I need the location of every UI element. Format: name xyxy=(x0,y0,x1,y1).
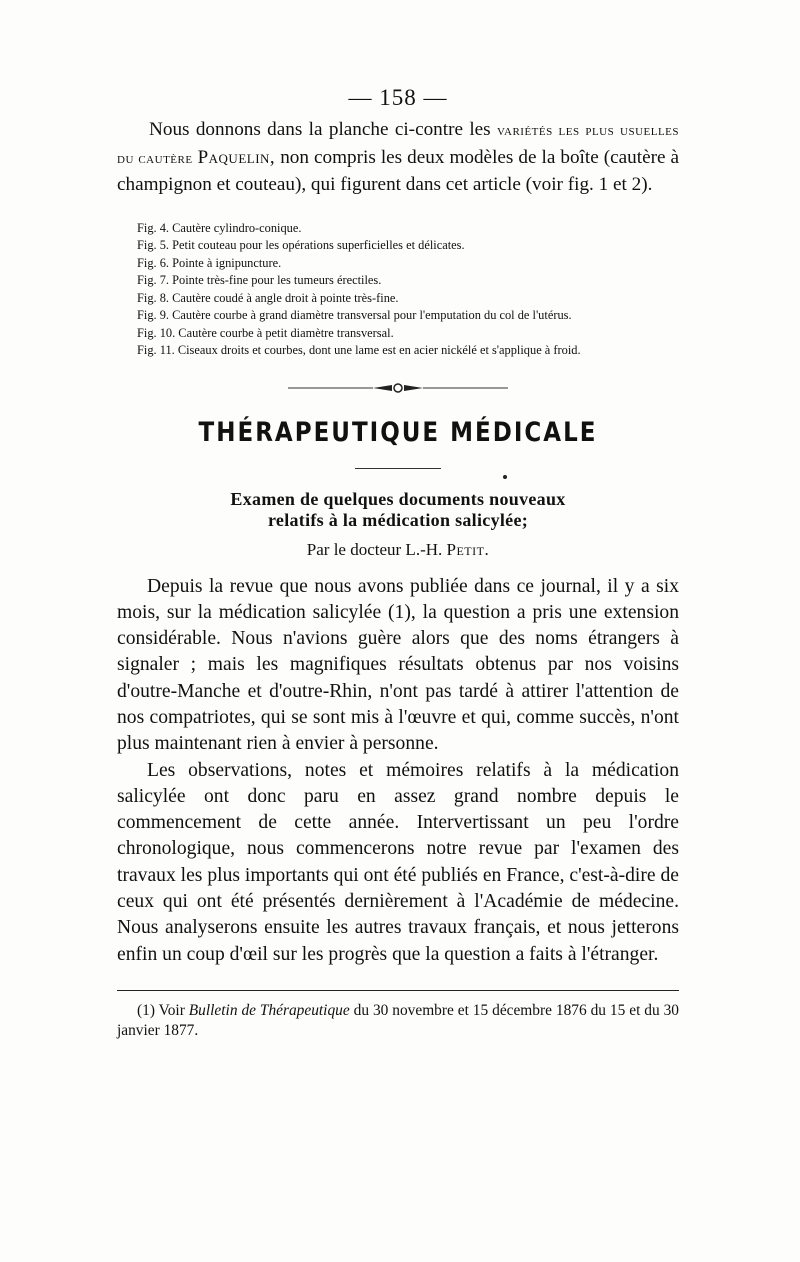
figure-item: Fig. 4. Cautère cylindro-conique. xyxy=(137,220,302,235)
figure-item: Fig. 7. Pointe très-fine pour les tumeurs érectiles. xyxy=(137,273,382,287)
intro-small-caps: variétés les plus usuelles du cautère xyxy=(117,123,680,167)
body-paragraph: Depuis la revue que nous avons publiée dans ce journal, il y a six mois, sur la médication salicylée (1), la question a pris une extension considérable. Nous n'avions guère alors que des noms étrangers à signaler ; mais les magnifiques résultats obtenus par nos voisins d'outre-Manche et d'outre-Rhin, n'ont pas tardé à attirer l'attention de nos compatriotes, qui se sont mis à l'œuvre et qui, comme succès, n'ont plus maintenant rien à envier à personne. xyxy=(117,575,679,755)
footnote-rest: du 30 novembre et 15 décembre 1876 du 15 et du 30 janvier 1877. xyxy=(117,1001,679,1039)
article-body xyxy=(117,574,679,968)
footnote-lead: (1) Voir xyxy=(137,1001,185,1019)
ornament-divider xyxy=(268,382,528,394)
figure-item: Fig. 10. Cautère courbe à petit diamètre transversal. xyxy=(137,325,394,340)
body-paragraph: Les observations, notes et mémoires relatifs à la médication salicylée ont donc paru en assez grand nombre depuis le commencement de cette année. Intervertissant un peu l'ordre chronologique, nous commencerons notre revue par l'examen des travaux les plus importants qui ont été publiés en France, c'est-à-dire de ceux qui ont été présentés dernièrement à l'Académie de médecine. Nous analyserons ensuite les autres travaux français, et nous jetterons enfin un coup d'œil sur les progrès que la question a faits à l'étranger. xyxy=(117,759,679,965)
title-rule xyxy=(355,468,441,469)
section-title: THÉRAPEUTIQUE MÉDICALE xyxy=(198,417,598,448)
article-title xyxy=(117,489,679,531)
article-title-line-1: Examen de quelques documents nouveaux xyxy=(230,488,566,509)
figure-list xyxy=(117,220,679,360)
intro-paragraph xyxy=(117,117,679,198)
byline-prefix: Par le docteur L.-H. xyxy=(306,539,443,559)
byline xyxy=(117,540,679,560)
figure-item: Fig. 8. Cautère coudé à angle droit à pointe très-fine. xyxy=(137,290,399,305)
intro-rest: non compris les deux modèles de la boîte (cautère à champignon et couteau), qui figurent dans cet article (voir fig. 1 et 2). xyxy=(117,146,680,195)
article-title-line-2: relatifs à la médication salicylée; xyxy=(267,509,529,530)
footnote xyxy=(117,1001,679,1041)
byline-author: Petit. xyxy=(446,539,490,559)
page-number: — 158 — xyxy=(348,85,448,110)
figure-item: Fig. 9. Cautère courbe à grand diamètre transversal pour l'emputation du col de l'utérus. xyxy=(137,308,572,322)
intro-name: Paquelin, xyxy=(197,146,276,168)
page xyxy=(117,85,679,1056)
figure-item: Fig. 6. Pointe à ignipuncture. xyxy=(137,255,282,270)
intro-lead: Nous donnons dans la planche ci-contre les xyxy=(149,119,491,140)
dot-mark xyxy=(503,475,507,479)
footnote-journal: Bulletin de Thérapeutique xyxy=(188,1001,350,1019)
figure-item: Fig. 5. Petit couteau pour les opérations superficielles et délicates. xyxy=(137,238,465,252)
footnote-rule xyxy=(117,990,679,991)
figure-item: Fig. 11. Ciseaux droits et courbes, dont une lame est en acier nickélé et s'applique à froid. xyxy=(137,343,581,357)
